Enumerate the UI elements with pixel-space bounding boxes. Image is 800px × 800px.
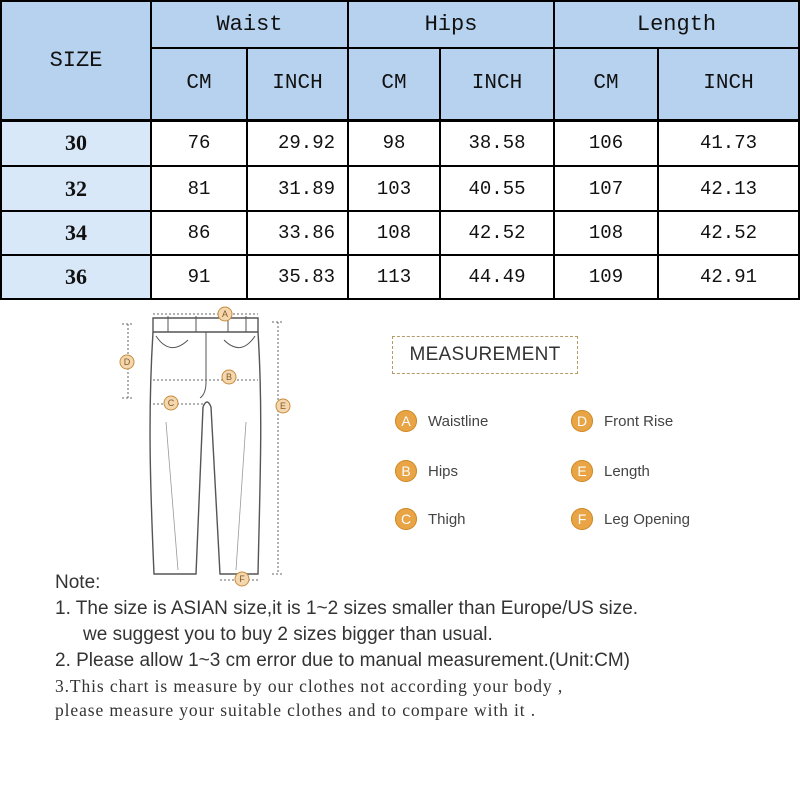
svg-text:A: A [221, 309, 229, 319]
legend-item-waistline [395, 410, 488, 432]
marker-a-icon [218, 307, 232, 321]
table-row [1, 255, 799, 299]
size-column-header: SIZE [1, 1, 151, 120]
svg-text:B: B [225, 372, 233, 382]
unit-header: CM [554, 48, 658, 120]
table-cell: 29.92 [247, 120, 348, 166]
table-cell: 108 [554, 211, 658, 255]
table-row [1, 211, 799, 255]
marker-e-icon [276, 399, 290, 413]
table-cell: 41.73 [658, 120, 799, 166]
waist-header: Waist [151, 1, 348, 48]
note-line-1: 1. The size is ASIAN size,it is 1~2 sizes smaller than Europe/US size. [55, 598, 639, 619]
table-cell: 42.91 [658, 255, 799, 299]
note-line-3b: please measure your suitable clothes and to compare with it . [55, 700, 537, 720]
table-cell: 38.58 [440, 120, 554, 166]
svg-text:C: C [167, 398, 175, 408]
size-value: 30 [1, 120, 151, 166]
table-cell: 42.13 [658, 166, 799, 211]
note-line-1b: we suggest you to buy 2 sizes bigger than usual. [83, 624, 493, 645]
svg-text:D: D [123, 357, 131, 367]
notes-section [55, 570, 795, 722]
marker-d-icon [120, 355, 134, 369]
legend-item-thigh [395, 508, 466, 530]
legend-label: Length [604, 462, 650, 480]
table-cell: 42.52 [658, 211, 799, 255]
table-row [1, 166, 799, 211]
table-cell: 107 [554, 166, 658, 211]
unit-header: INCH [440, 48, 554, 120]
badge-c-icon: C [395, 508, 417, 530]
legend-item-length [571, 460, 650, 482]
table-cell: 109 [554, 255, 658, 299]
table-cell: 40.55 [440, 166, 554, 211]
marker-b-icon [222, 370, 236, 384]
table-cell: 35.83 [247, 255, 348, 299]
legend-label: Hips [428, 462, 459, 480]
size-value: 36 [1, 255, 151, 299]
table-cell: 76 [151, 120, 247, 166]
badge-d-icon: D [571, 410, 593, 432]
legend-item-front-rise [571, 410, 673, 432]
measurement-title: MEASUREMENT [392, 336, 578, 374]
unit-header: INCH [247, 48, 348, 120]
legend-label: Waistline [428, 412, 489, 430]
table-cell: 108 [348, 211, 440, 255]
svg-text:E: E [279, 401, 287, 411]
table-cell: 33.86 [247, 211, 348, 255]
size-chart-table [0, 0, 800, 300]
table-cell: 81 [151, 166, 247, 211]
size-value: 32 [1, 166, 151, 211]
legend-item-leg-opening [571, 508, 690, 530]
note-line-3: 3.This chart is measure by our clothes not according your body , [55, 676, 564, 696]
length-header: Length [554, 1, 799, 48]
table-cell: 44.49 [440, 255, 554, 299]
table-cell: 106 [554, 120, 658, 166]
table-cell: 113 [348, 255, 440, 299]
badge-f-icon: F [571, 508, 593, 530]
badge-b-icon: B [395, 460, 417, 482]
legend-label: Front Rise [604, 412, 674, 430]
notes-heading: Note: [55, 572, 101, 593]
table-cell: 31.89 [247, 166, 348, 211]
badge-a-icon: A [395, 410, 417, 432]
unit-header: INCH [658, 48, 799, 120]
note-line-2: 2. Please allow 1~3 cm error due to manual measurement.(Unit:CM) [55, 650, 630, 671]
table-cell: 103 [348, 166, 440, 211]
table-cell: 42.52 [440, 211, 554, 255]
size-value: 34 [1, 211, 151, 255]
hips-header: Hips [348, 1, 554, 48]
legend-item-hips [395, 460, 458, 482]
badge-e-icon: E [571, 460, 593, 482]
legend-label: Leg Opening [604, 510, 690, 528]
pants-measurement-diagram [108, 302, 308, 592]
legend-label: Thigh [428, 510, 466, 528]
table-cell: 86 [151, 211, 247, 255]
marker-c-icon [164, 396, 178, 410]
table-cell: 98 [348, 120, 440, 166]
unit-header: CM [348, 48, 440, 120]
svg-text:F: F [239, 574, 245, 584]
unit-header: CM [151, 48, 247, 120]
table-row [1, 120, 799, 166]
table-cell: 91 [151, 255, 247, 299]
